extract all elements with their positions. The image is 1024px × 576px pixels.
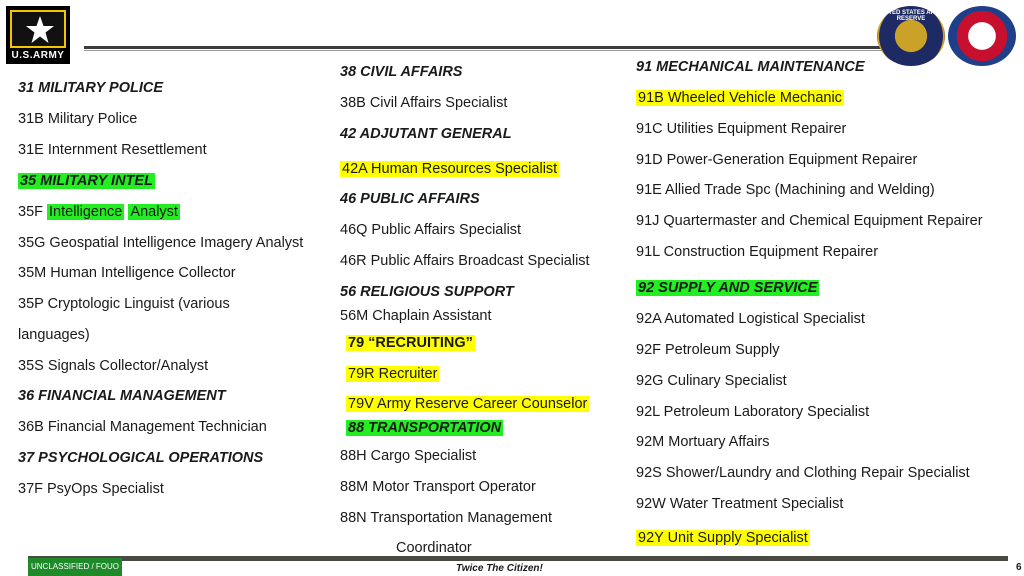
mos-item-text: 35 MILITARY INTEL [20,173,153,189]
mos-item-text: 79V Army Reserve Career Counselor [348,396,588,412]
mos-item [18,140,207,160]
section-heading [18,171,155,191]
mos-item [636,309,865,329]
mos-item-text: 79R Recruiter [348,366,438,382]
mos-item [340,251,590,271]
mos-item-text: 91L Construction Equipment Repairer [636,244,879,260]
section-heading [636,57,865,77]
mos-item [636,463,970,483]
mos-item-text: 88N Transportation Management [340,510,552,526]
mos-item-part: Analyst [130,204,178,220]
mos-item [636,150,917,170]
mos-item-text: 92Y Unit Supply Specialist [638,530,808,546]
mos-item-part: Intelligence [49,204,123,220]
mos-item [340,508,552,528]
mos-item [340,159,559,179]
mos-item-text: 79 “RECRUITING” [348,335,473,351]
section-heading [340,62,462,82]
mos-item [636,88,844,108]
mos-item-text: languages) [18,327,90,343]
mos-item [18,325,90,345]
mos-item-text: 36 FINANCIAL MANAGEMENT [18,388,226,404]
mos-item-text: 91C Utilities Equipment Repairer [636,121,847,137]
us-army-logo [6,6,70,64]
mos-item-text: 91E Allied Trade Spc (Machining and Welding) [636,182,935,198]
section-heading [18,448,263,468]
mos-item-text: 92A Automated Logistical Specialist [636,311,865,327]
mos-item-text: 91B Wheeled Vehicle Mechanic [638,90,842,106]
mos-item [636,432,770,452]
mos-item-text: 92F Petroleum Supply [636,342,780,358]
mos-item [636,180,935,200]
star-icon [10,10,66,48]
mos-item [18,202,180,222]
mos-item-text: 35M Human Intelligence Collector [18,265,236,281]
mos-item [396,538,472,558]
mos-item-text: 38B Civil Affairs Specialist [340,95,508,111]
mos-item-text: 92 SUPPLY AND SERVICE [638,280,818,296]
mos-item-text: 92L Petroleum Laboratory Specialist [636,404,870,420]
mos-item-text: 35P Cryptologic Linguist (various [18,296,230,312]
mos-item [636,494,843,514]
mos-item-text: 46R Public Affairs Broadcast Specialist [340,253,590,269]
mos-item [340,306,492,326]
mos-item-text: 56 RELIGIOUS SUPPORT [340,284,514,300]
mos-item [340,477,536,497]
mos-item [18,356,208,376]
mos-item-text: 92M Mortuary Affairs [636,434,770,450]
seal-text: UNITED STATES ARMY RESERVE [878,10,944,22]
section-heading [340,124,512,144]
mos-item-text: 42A Human Resources Specialist [342,161,558,177]
mos-item-text: 35S Signals Collector/Analyst [18,358,209,374]
mos-item [18,417,267,437]
mos-item-part: 35F [18,204,48,220]
mos-item [18,263,236,283]
mos-item-text: 46 PUBLIC AFFAIRS [340,191,480,207]
mos-item-text: 92G Culinary Specialist [636,373,787,389]
army-reserve-seal [877,6,945,66]
mos-item [18,109,137,129]
mos-item [636,402,869,422]
section-heading [18,78,163,98]
mos-item [636,242,878,262]
footer-divider [28,556,1008,561]
mos-item [340,220,521,240]
mos-item-text: 91 MECHANICAL MAINTENANCE [636,59,865,75]
section-heading [636,278,819,298]
logo-text: U.S.ARMY [11,50,65,61]
section-heading [340,189,480,209]
mos-item-text: 92W Water Treatment Specialist [636,496,844,512]
mos-item [18,233,303,253]
mos-item [636,119,846,139]
mos-item-text: 31B Military Police [18,111,138,127]
eagle-emblem-icon [948,6,1016,66]
mos-item-text: 88H Cargo Specialist [340,448,477,464]
mos-item-text: 56M Chaplain Assistant [340,308,492,324]
classification-badge: UNCLASSIFIED / FOUO [28,558,122,576]
section-heading [346,418,503,438]
mos-item [636,211,983,231]
mos-item-text: 35G Geospatial Intelligence Imagery Analyst [18,235,304,251]
mos-item-text: 37F PsyOps Specialist [18,481,164,497]
mos-item-text: 91J Quartermaster and Chemical Equipment Repairer [636,213,983,229]
header-divider-thin [84,50,884,51]
mos-item-text: 37 PSYCHOLOGICAL OPERATIONS [18,450,264,466]
mos-item-text: 31E Internment Resettlement [18,142,207,158]
section-heading [18,386,226,406]
mos-item [340,93,507,113]
mos-item-text: Coordinator [396,540,472,556]
mos-item-text: 38 CIVIL AFFAIRS [340,64,463,80]
mos-item-text: 88M Motor Transport Operator [340,479,536,495]
mos-item-text: 88 TRANSPORTATION [348,420,502,436]
mos-item-text: 36B Financial Management Technician [18,419,267,435]
mos-item-text: 46Q Public Affairs Specialist [340,222,522,238]
mos-item-text: 92S Shower/Laundry and Clothing Repair Specialist [636,465,970,481]
mos-item-text: 91D Power-Generation Equipment Repairer [636,152,918,168]
mos-item [636,528,810,548]
mos-item [346,333,475,353]
mos-item [340,446,476,466]
mos-item [18,479,164,499]
mos-item-text: 42 ADJUTANT GENERAL [340,126,512,142]
mos-item [346,394,589,414]
mos-item [18,294,230,314]
slogan: Twice The Citizen! [456,563,543,574]
mos-item [636,371,787,391]
mos-item [346,364,439,384]
mos-item [636,340,779,360]
page-number: 6 [1016,562,1022,573]
section-heading [340,282,514,302]
mos-item-text: 31 MILITARY POLICE [18,80,164,96]
header-divider [84,46,884,49]
